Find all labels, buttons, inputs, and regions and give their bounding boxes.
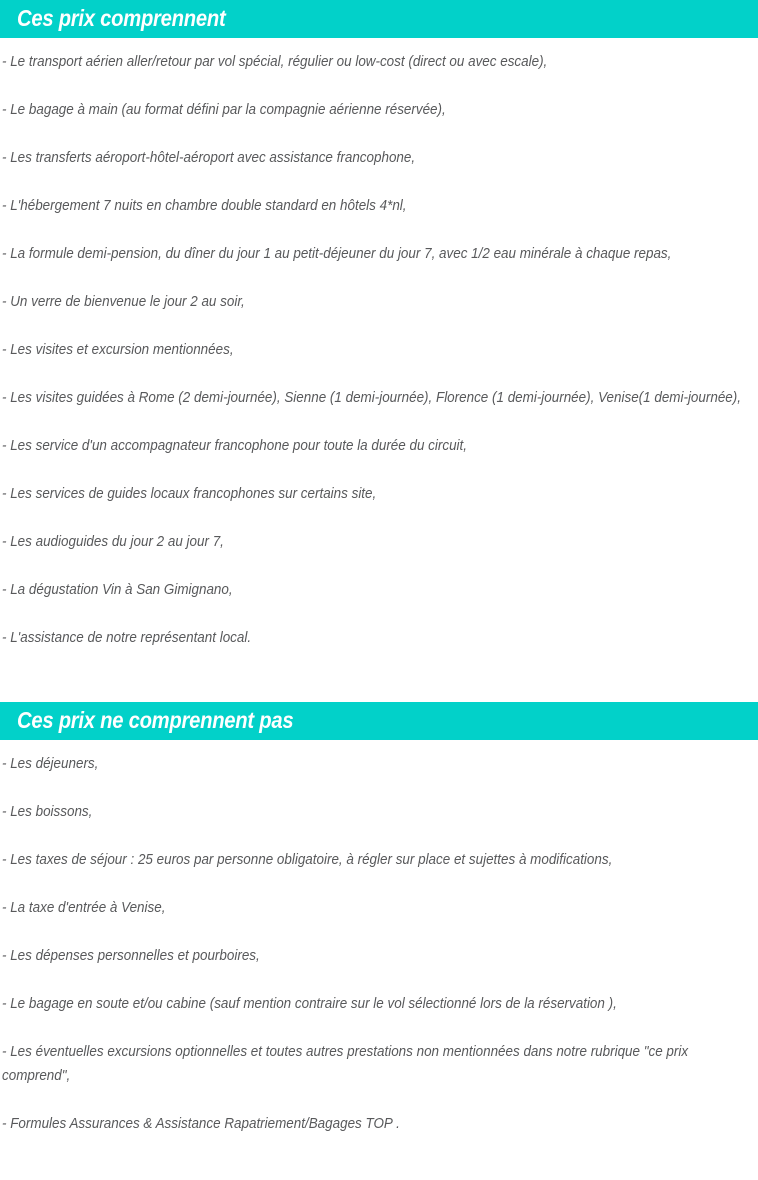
list-item: - Les boissons, [2, 804, 93, 820]
section-header-included [0, 0, 758, 38]
section-body-not-included [0, 740, 758, 1148]
list-item: - Les service d'un accompagnateur francophone pour toute la durée du circuit, [2, 438, 468, 454]
list-item: - L'assistance de notre représentant local. [2, 630, 252, 646]
list-item: - La taxe d'entrée à Venise, [2, 900, 166, 916]
section-not-included [0, 702, 758, 1148]
section-title-included: Ces prix comprennent [17, 5, 226, 31]
list-item: - Le bagage à main (au format défini par la compagnie aérienne réservée), [2, 102, 446, 118]
section-divider-spacer [0, 662, 758, 702]
list-item: - Les visites et excursion mentionnées, [2, 342, 234, 358]
list-item: - L'hébergement 7 nuits en chambre double standard en hôtels 4*nl, [2, 198, 407, 214]
list-item: - Les services de guides locaux francophones sur certains site, [2, 486, 377, 502]
list-item: - Les dépenses personnelles et pourboires, [2, 948, 260, 964]
list-item: - Un verre de bienvenue le jour 2 au soir, [2, 294, 245, 310]
section-header-not-included [0, 702, 758, 740]
list-item: - Les transferts aéroport-hôtel-aéroport avec assistance francophone, [2, 150, 416, 166]
list-item: - Le transport aérien aller/retour par vol spécial, régulier ou low-cost (direct ou avec escale), [2, 54, 548, 70]
list-item: - Les taxes de séjour : 25 euros par personne obligatoire, à régler sur place et sujettes à modifications, [2, 852, 613, 868]
list-item: - Les visites guidées à Rome (2 demi-journée), Sienne (1 demi-journée), Florence (1 demi-journée), Venise(1 demi-journée), [2, 390, 742, 406]
list-item: - Les déjeuners, [2, 756, 99, 772]
section-title-not-included: Ces prix ne comprennent pas [17, 707, 294, 733]
list-item: - Les audioguides du jour 2 au jour 7, [2, 534, 224, 550]
section-body-included [0, 38, 758, 662]
list-item: - La dégustation Vin à San Gimignano, [2, 582, 233, 598]
list-item: - La formule demi-pension, du dîner du jour 1 au petit-déjeuner du jour 7, avec 1/2 eau minérale à chaque repas, [2, 246, 672, 262]
page-bottom-spacer [0, 1148, 758, 1170]
list-item: - Les éventuelles excursions optionnelles et toutes autres prestations non mentionnées dans notre rubrique "ce prix comprend", [2, 1044, 689, 1084]
list-item: - Le bagage en soute et/ou cabine (sauf mention contraire sur le vol sélectionné lors de la réservation ), [2, 996, 617, 1012]
list-item: - Formules Assurances & Assistance Rapatriement/Bagages TOP . [2, 1116, 400, 1132]
